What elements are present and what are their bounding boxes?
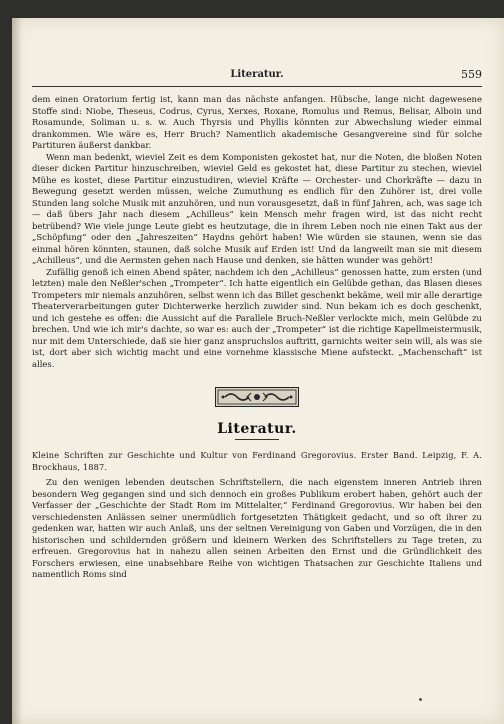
section-heading bbox=[32, 421, 482, 440]
page-speck bbox=[419, 698, 422, 701]
running-header bbox=[32, 68, 482, 87]
book-page bbox=[12, 18, 504, 724]
running-title: Literatur. bbox=[230, 69, 284, 80]
section-title-rule bbox=[235, 439, 279, 440]
paragraph-1: dem einen Oratorium fertig ist, kann man das nächste anfangen. Hübsche, lange nicht dagewesene Stoffe sind: Niobe, Theseus, Codrus, Cyrus, Xerxes, Roxane, Romulus und Remus, Belisar, Alboin und Rosamunde, Soliman u. s. w. Auch Thyrsis und Phyllis könnten zur Abwechslung wieder einmal drankommen. Wie wäre es, Herr Bruch? Namentlich akademische Gesangvereine sind für solche Partituren äußerst dankbar. bbox=[32, 94, 482, 150]
page-number: 559 bbox=[461, 68, 482, 81]
paragraph-3: Zufällig genoß ich einen Abend später, nachdem ich den „Achilleus“ genossen hatte, zum ersten (und letzten) male den Neßler'schen „Trompeter“. Ich hatte eigentlich ein Gelübde gethan, das Blasen dieses Trompeters mir niemals anzuhören, selbst wenn ich das Billet geschenkt bekäme, weil mir alle derartige Theaterverarbeitungen guter Dichterwerke herzlich zuwider sind. Nun bekam ich es doch geschenkt, und ich gestehe es offen: die Aussicht auf die Parallele Bruch-Neßler verlockte mich, mein Gelübde zu brechen. Und wie ich mir's dachte, so war es: auch der „Trompeter“ ist die richtige Kapellmeistermusik, nur mit dem Unterschiede, daß sie hier ganz anspruchslos auftritt, garnichts weiter sein will, als was sie ist, dort aber sich wichtig macht und eine vornehme klassische Miene aufsteckt. „Machenschaft“ ist alles. bbox=[32, 266, 482, 369]
ornament-vignette-icon bbox=[215, 387, 299, 407]
page-body bbox=[32, 94, 482, 581]
paragraph-2: Wenn man bedenkt, wieviel Zeit es dem Komponisten gekostet hat, nur die Noten, die bloßen Noten dieser dicken Partitur hinzuschreiben, wieviel Geld es gekostet hat, diese Partitur zu stechen, wieviel Mühe es kostet, diese Partitur einzustudiren, wieviel Kräfte — Orchester- und Chorkräfte — dazu in Bewegung gesetzt werden müssen, welche Zumuthung es endlich für den Zuhörer ist, drei volle Stunden lang solche Musik mit anzuhören, und nun vorausgesetzt, daß in fünf Jahren, ach, was sage ich — daß übers Jahr nach diesem „Achilleus“ kein Mensch mehr fragen wird, ist das nicht recht betrübend? Wie viele junge Leute giebt es heutzutage, die in ihrem Leben noch nie einen Takt aus der „Schöpfung“ oder den „Jahreszeiten“ Haydns gehört haben! Wie würden sie staunen, wenn sie das einmal hören könnten, staunen, daß solche Musik auf Erden ist! Und da langweilt man sie mit diesem „Achilleus“, und die Aermsten gehen nach Hause und denken, sie hätten wunder was gehört! bbox=[32, 151, 482, 265]
review-paragraph: Zu den wenigen lebenden deutschen Schriftstellern, die nach eigenstem inneren Antrieb ihren besondern Weg gegangen sind und sich dennoch ein großes Publikum erobert haben, gehört auch der Verfasser der „Geschichte der Stadt Rom im Mittelalter,“ Ferdinand Gregorovius. Wir haben bei den verschiedensten Anlässen seiner unermüdlich fortgesetzten Thätigkeit gedacht, und so oft ihrer zu gedenken war, hatten wir auch Anlaß, uns der seltnen Vereinigung von Gaben und Vorzügen, die in den historischen und schildernden größern und kleinern Werken des Schriftstellers zu Tage treten, zu erfreuen. Gregorovius hat in nahezu allen seinen Arbeiten den Ernst und die Gründlichkeit des Forschers erwiesen, eine unabsehbare Reihe von wichtigen Thatsachen zur Geschichte Italiens und namentlich Roms sind bbox=[32, 477, 482, 579]
bibliography-entry: Kleine Schriften zur Geschichte und Kultur von Ferdinand Gregorovius. Erster Band. Leipzig, F. A. Brockhaus, 1887. bbox=[32, 450, 482, 472]
section-title: Literatur. bbox=[217, 421, 297, 437]
